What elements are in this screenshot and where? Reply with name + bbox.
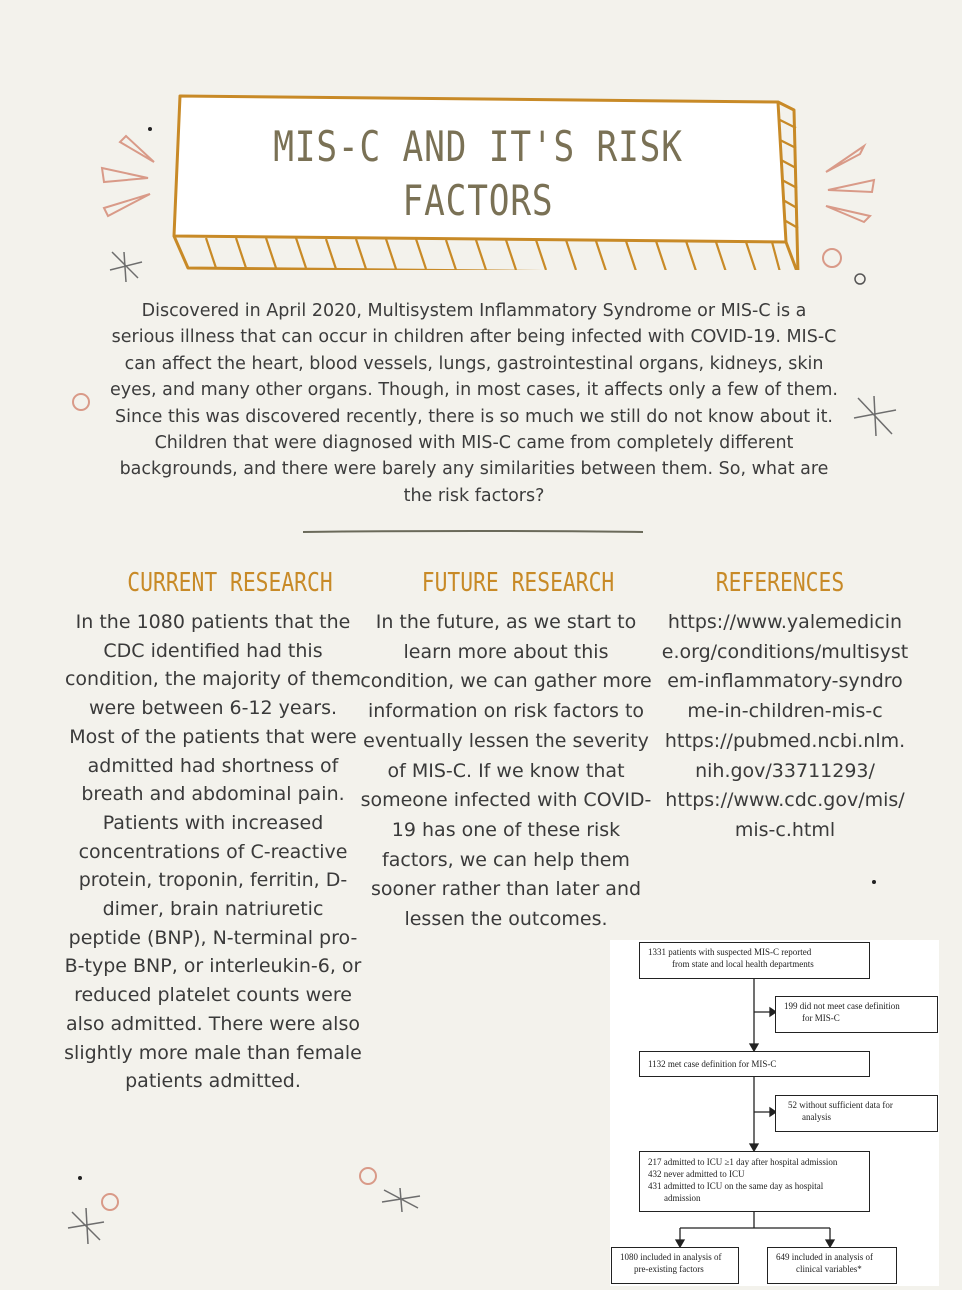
- flowchart-box-excluded-data: 52 without sufficient data for analysis: [775, 1095, 938, 1132]
- page-title: MIS-C AND IT'S RISK FACTORS: [273, 122, 683, 225]
- flowchart-box-met-definition: 1132 met case definition for MIS-C: [639, 1051, 870, 1077]
- star-decoration: [380, 1186, 422, 1214]
- dot-decoration: [872, 880, 876, 884]
- right-burst-decoration: [820, 140, 882, 232]
- references-list: [660, 608, 910, 846]
- future-research-heading: FUTURE RESEARCH: [421, 568, 615, 598]
- left-burst-decoration: [98, 128, 160, 220]
- star-decoration: [106, 248, 144, 284]
- current-research-heading: CURRENT RESEARCH: [127, 568, 333, 598]
- reference-link[interactable]: https://www.cdc.gov/mis/mis-c.html: [665, 789, 905, 841]
- circle-decoration: [852, 271, 868, 287]
- star-decoration: [66, 1206, 106, 1246]
- intro-paragraph: Discovered in April 2020, Multisystem Inflammatory Syndrome or MIS-C is a serious illness that can occur in children after being infected with COVID-19. MIS-C can affect the heart, blood vessels, lungs, gastrointestinal organs, kidneys, skin eyes, and many other organs. Though, in most cases, it affects only a few of them. Since this was discovered recently, there is so much we still do not know about it. Children that were diagnosed with MIS-C came from completely different backgrounds, and there were barely any similarities between them. So, what are the risk factors?: [110, 301, 838, 506]
- flowchart-box-excluded-definition: 199 did not meet case definition for MIS-C: [775, 996, 938, 1033]
- flowchart-box-reported: 1331 patients with suspected MIS-C reported from state and local health departments: [639, 942, 870, 979]
- future-research-text: In the future, as we start to learn more about this condition, we can gather more information on risk factors to eventually lessen the severity of MIS-C. If we know that someone infected with COVID-19 has one of these risk factors, we can help them sooner rather than later and lessen the outcomes.: [360, 611, 652, 931]
- circle-decoration: [820, 246, 844, 270]
- circle-decoration: [356, 1164, 380, 1188]
- reference-link[interactable]: https://www.yalemedicine.org/conditions/multisystem-inflammatory-syndrome-in-children-mis-c: [661, 611, 909, 723]
- references-heading: REFERENCES: [715, 568, 845, 598]
- dot-decoration: [78, 1176, 82, 1180]
- flowchart-box-clinical: 649 included in analysis of clinical variables*: [767, 1247, 897, 1284]
- patient-flowchart: [610, 940, 939, 1286]
- title-banner: [178, 98, 794, 244]
- flowchart-box-preexisting: 1080 included in analysis of pre-existing factors: [611, 1247, 739, 1284]
- circle-decoration: [69, 390, 93, 414]
- section-divider: [303, 530, 643, 534]
- current-research-text: In the 1080 patients that the CDC identified had this condition, the majority of them were between 6-12 years. Most of the patients that were admitted had shortness of breath and abdominal pain. Patients with increased concentrations of C-reactive protein, troponin, ferritin, D-dimer, brain natriuretic peptide (BNP), N-terminal pro-B-type BNP, or interleukin-6, or reduced platelet counts were also admitted. There were also slightly more male than female patients admitted.: [64, 611, 362, 1093]
- reference-link[interactable]: https://pubmed.ncbi.nlm.nih.gov/33711293/: [664, 729, 906, 782]
- dot-decoration: [148, 127, 152, 131]
- flowchart-box-icu: 217 admitted to ICU ≥1 day after hospital admission 432 never admitted to ICU 431 admitted to ICU on the same day as hospital admission: [639, 1151, 870, 1212]
- star-decoration: [852, 394, 898, 438]
